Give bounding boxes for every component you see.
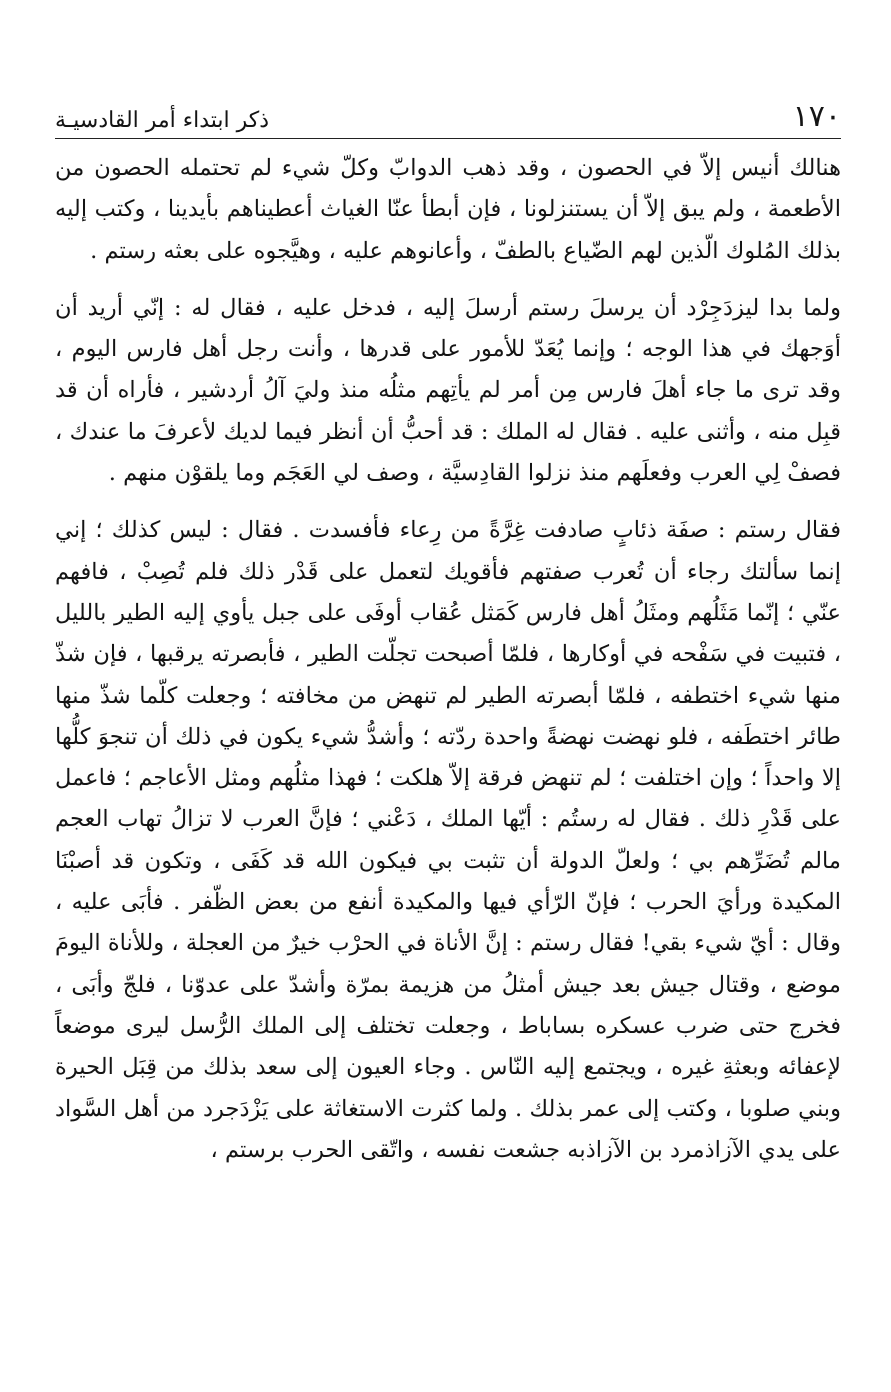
page-number: ١٧٠ [792, 99, 841, 134]
paragraph-1: هنالك أنيس إلاّ في الحصون ، وقد ذهب الدوابّ وكلّ شيء لم تحتمله الحصون من الأطعمة ، ولم يبق إلاّ أن يستنزلونا ، فإن أبطأ عنّا الغياث أعطيناهم بأيدينا ، وكتب إليه بذلك المُلوك الّذين لهم الضّياع بالطفّ ، وأعانوهم عليه ، وهيَّجوه على بعثه رستم . [55, 155, 841, 264]
running-header [55, 92, 841, 139]
body-text [55, 148, 841, 1171]
chapter-title: ذكر ابتداء أمر القادسيـة [55, 108, 270, 133]
paragraph-3: فقال رستم : صفَة ذئابٍ صادفت غِرَّةً من رِعاء فأفسدت . فقال : ليس كذلك ؛ إني إنما سألتك رجاء أن تُعرب صفتهم فأقويك لتعمل على قَدْر ذلك فلم تُصِبْ ، فافهم عنّي ؛ إنّما مَثَلُهم ومثَلُ أهل فارس كَمَثل عُقاب أوفَى على جبل يأوي إليه الطير بالليل ، فتبيت في سَفْحه في أوكارها ، فلمّا أصبحت تجلّت الطير ، فأبصرته يرقبها ، فإن شذّ منها شيء اختطفه ، فلمّا أبصرته الطير لم تنهض من مخافته ؛ وجعلت كلّما شذّ منها طائر اختطَفه ، فلو نهضت نهضةً واحدة ردّته ؛ وأشدُّ شيء يكون في ذلك أن تنجوَ كلُّها إلا واحداً ؛ وإن اختلفت ؛ لم تنهض فرقة إلاّ هلكت ؛ فهذا مثلُهم ومثل الأعاجم ؛ فاعمل على قَدْرِ ذلك . فقال له رستُم : أيّها الملك ، دَعْني ؛ فإنَّ العرب لا تزالُ تهاب العجم مالم تُضَرِّهم بي ؛ ولعلّ الدولة أن تثبت بي فيكون الله قد كَفَى ، وتكون قد أصبْنَا المكيدة ورأيَ الحرب ؛ فإنّ الرّأي فيها والمكيدة أنفع من بعض الظّفر . فأبَى عليه ، وقال : أيّ شيء بقي! فقال رستم : إنَّ الأناة في الحرْب خيرٌ من العجلة ، وللأناة اليومَ موضع ، وقتال جيش بعد جيش أمثلُ من هزيمة بمرّة وأشدّ على عدوّنا ، فلجّ وأبَى ، فخرج حتى ضرب عسكره بساباط ، وجعلت تختلف إلى الملك الرُّسل ليرى موضعاً لإعفائه وبعثةِ غيره ، ويجتمع إليه النّاس . وجاء العيون إلى سعد بذلك من قِبَل الحيرة وبني صلوبا ، وكتب إلى عمر بذلك . ولما كثرت الاستغاثة على يَزْدَجرد من أهل السَّواد على يدي الآزاذمرد بن الآزاذبه جشعت نفسه ، واتّقى الحرب برستم ، [55, 517, 842, 1163]
paragraph-2: ولما بدا ليزدَجِرْد أن يرسلَ رستم أرسلَ إليه ، فدخل عليه ، فقال له : إنّي أريد أن أوَجهك في هذا الوجه ؛ وإنما يُعَدّ للأمور على قدرها ، وأنت رجل أهل فارس اليوم ، وقد ترى ما جاء أهلَ فارس مِن أمر لم يأتِهم مثلُه منذ وليَ آلُ أردشير ، فأراه أن قد قبِل منه ، وأثنى عليه . فقال له الملك : قد أحبُّ أن أنظر فيما لديك لأعرفَ ما عندك ، فصفْ لِي العرب وفعلَهم منذ نزلوا القادِسيَّة ، وصف لي العَجَم وما يلقوْن منهم . [55, 294, 841, 487]
